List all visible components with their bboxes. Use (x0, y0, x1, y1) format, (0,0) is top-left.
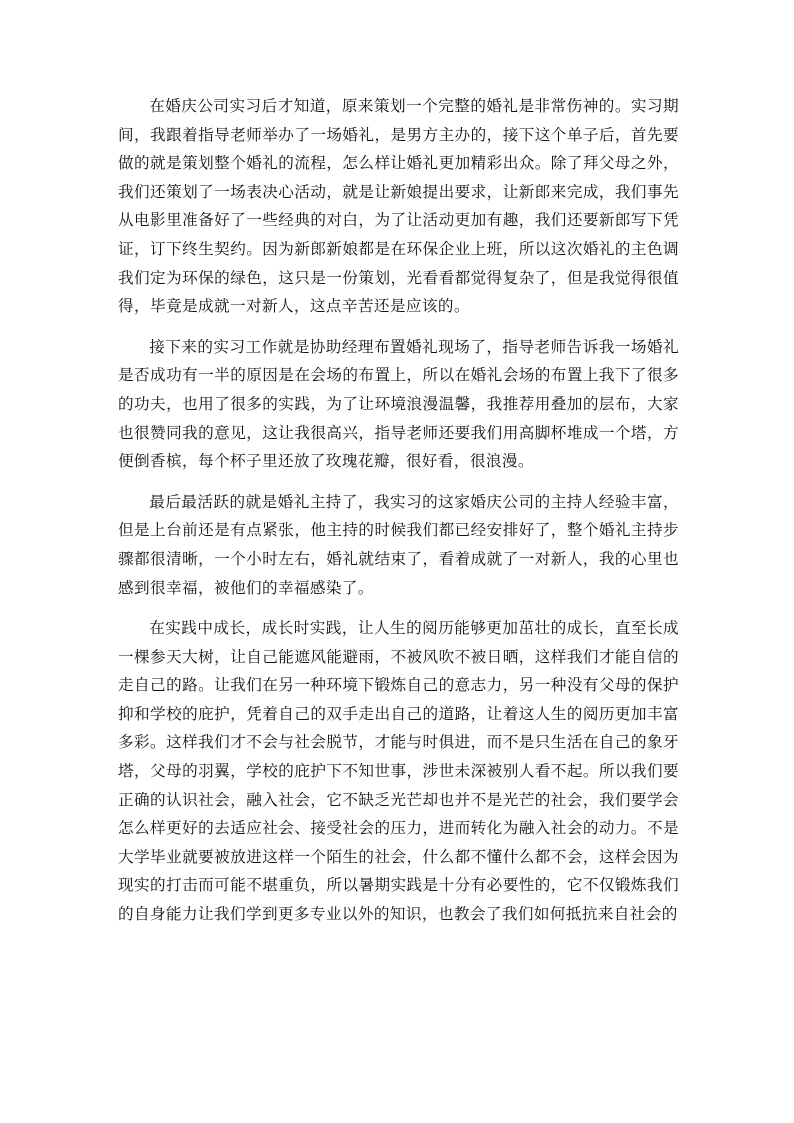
paragraph-4: 在实践中成长，成长时实践，让人生的阅历能够更加茁壮的成长，直至长成一棵参天大树，让自己能遮风能避雨，不被风吹不被日晒，这样我们才能自信的走自己的路。让我们在另一种环境下锻炼自己的意志力，另一种没有父母的保护抑和学校的庇护，凭着自己的双手走出自己的道路，让着这人生的阅历更加丰富多彩。这样我们才不会与社会脱节，才能与时俱进，而不是只生活在自己的象牙塔，父母的羽翼，学校的庇护下不知世事，涉世未深被别人看不起。所以我们要正确的认识社会，融入社会，它不缺乏光芒却也并不是光芒的社会，我们要学会怎么样更好的去适应社会、接受社会的压力，进而转化为融入社会的动力。不是大学毕业就要被放进这样一个陌生的社会，什么都不懂什么都不会，这样会因为现实的打击而可能不堪重负，所以暑期实践是十分有必要性的，它不仅锻炼我们的自身能力让我们学到更多专业以外的知识，也教会了我们如何抵抗来自社会的 (118, 619, 679, 924)
document-page (118, 92, 679, 941)
paragraph-1: 在婚庆公司实习后才知道，原来策划一个完整的婚礼是非常伤神的。实习期间，我跟着指导老师举办了一场婚礼，是男方主办的，接下这个单子后，首先要做的就是策划整个婚礼的流程，怎么样让婚礼更加精彩出众。除了拜父母之外，我们还策划了一场表决心活动，就是让新娘提出要求，让新郎来完成，我们事先从电影里准备好了一些经典的对白，为了让活动更加有趣，我们还要新郎写下凭证，订下终生契约。因为新郎新娘都是在环保企业上班，所以这次婚礼的主色调我们定为环保的绿色，这只是一份策划，光看看都觉得复杂了，但是我觉得很值得，毕竟是成就一对新人，这点辛苦还是应该的。 (118, 97, 679, 316)
paragraph-3: 最后最活跃的就是婚礼主持了，我实习的这家婚庆公司的主持人经验丰富，但是上台前还是有点紧张，他主持的时候我们都已经安排好了，整个婚礼主持步骤都很清晰，一个小时左右，婚礼就结束了，看着成就了一对新人，我的心里也感到很幸福，被他们的幸福感染了。 (118, 492, 679, 597)
paragraph-2: 接下来的实习工作就是协助经理布置婚礼现场了，指导老师告诉我一场婚礼是否成功有一半的原因是在会场的布置上，所以在婚礼会场的布置上我下了很多的功夫，也用了很多的实践，为了让环境浪漫温馨，我推荐用叠加的层布，大家也很赞同我的意见，这让我很高兴，指导老师还要我们用高脚杯堆成一个塔，方便倒香槟，每个杯子里还放了玫瑰花瓣，很好看，很浪漫。 (118, 337, 679, 471)
